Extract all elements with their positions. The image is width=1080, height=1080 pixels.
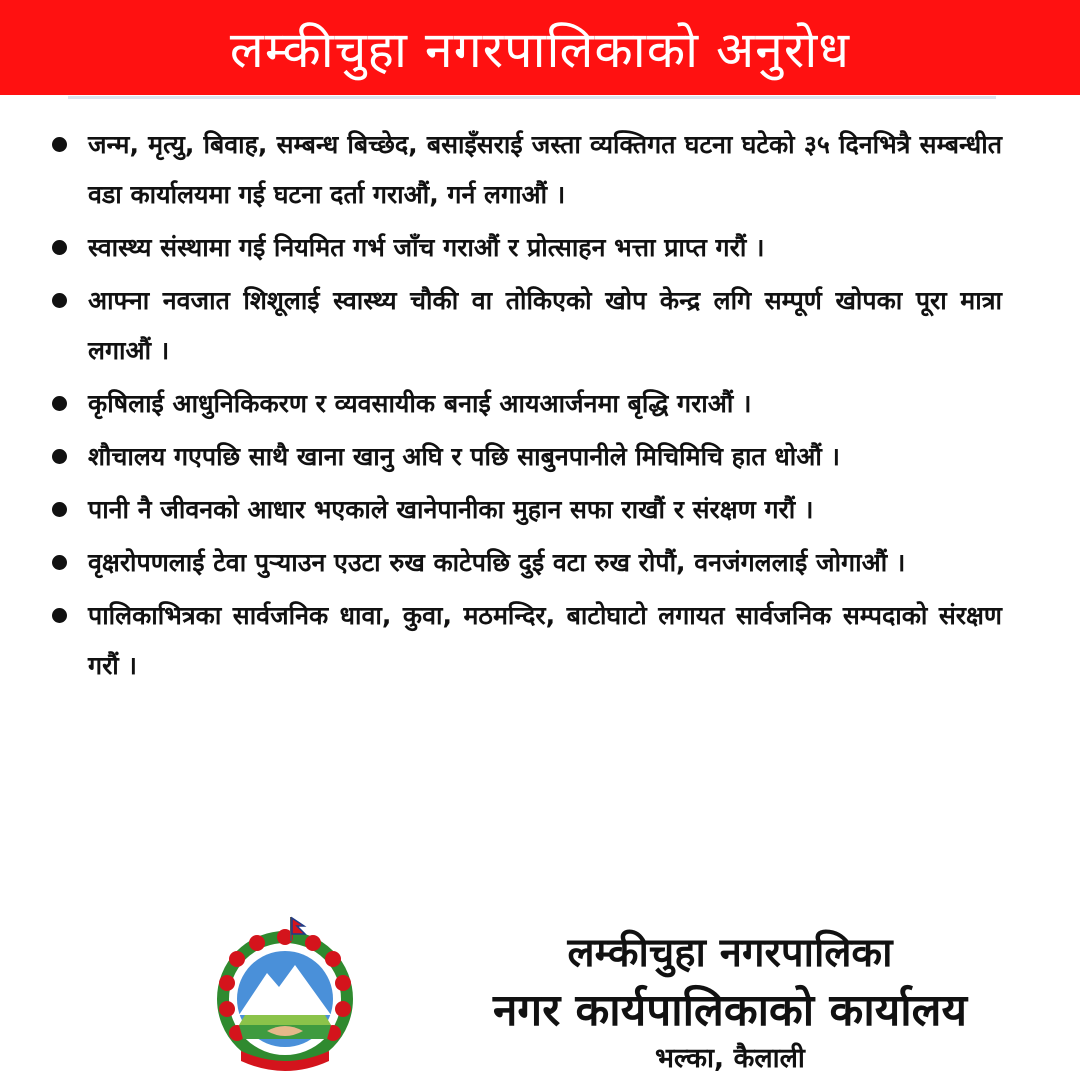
appeal-text: स्वास्थ्य संस्थामा गई नियमित गर्भ जाँच गराऔं र प्रोत्साहन भत्ता प्राप्त गरौं ।	[88, 233, 765, 262]
appeal-text: पानी नै जीवनको आधार भएकाले खानेपानीका मुहान सफा राखौं र संरक्षण गरौं ।	[88, 495, 814, 524]
page-title: लम्कीचुहा नगरपालिकाको अनुरोध	[229, 20, 851, 79]
bullet-icon	[52, 502, 67, 517]
list-item	[52, 379, 1002, 429]
list-item	[52, 591, 1002, 691]
bullet-icon	[52, 449, 67, 464]
list-item	[52, 432, 1002, 482]
appeal-text: जन्म, मृत्यु, बिवाह, सम्बन्ध बिच्छेद, बसाइँसराई जस्ता व्यक्तिगत घटना घटेको ३५ दिनभित्रै सम्बन्धीत वडा कार्यालयमा गई घटना दर्ता गराऔं, गर्न लगाऔं ।	[88, 130, 1002, 209]
list-item	[52, 485, 1002, 535]
bullet-icon	[52, 555, 67, 570]
bullet-icon	[52, 137, 67, 152]
appeal-text: आफ्ना नवजात शिशूलाई स्वास्थ्य चौकी वा तोकिएको खोप केन्द्र लगि सम्पूर्ण खोपका पूरा मात्रा लगाऔं ।	[88, 286, 1002, 365]
bullet-icon	[52, 240, 67, 255]
appeal-text: कृषिलाई आधुनिकिकरण र व्यवसायीक बनाई आयआर्जनमा बृद्धि गराऔं ।	[88, 389, 752, 418]
bullet-icon	[52, 293, 67, 308]
office-name: लम्कीचुहा नगरपालिका	[567, 930, 893, 976]
list-item	[52, 276, 1002, 376]
office-signature	[420, 925, 1040, 1077]
list-item	[52, 223, 1002, 273]
divider	[68, 96, 996, 99]
nepal-government-emblem-icon	[205, 915, 365, 1075]
header-banner	[0, 0, 1080, 95]
bullet-icon	[52, 396, 67, 411]
appeal-list	[52, 120, 1002, 694]
list-item	[52, 120, 1002, 220]
footer	[0, 915, 1080, 1080]
appeal-text: पालिकाभित्रका सार्वजनिक धावा, कुवा, मठमन्दिर, बाटोघाटो लगायत सार्वजनिक सम्पदाको संरक्षण गरौं ।	[88, 601, 1002, 680]
office-location: भल्का, कैलाली	[655, 1043, 805, 1074]
appeal-text: वृक्षरोपणलाई टेवा पुऱ्याउन एउटा रुख काटेपछि दुई वटा रुख रोपौं, वनजंगललाई जोगाऔं ।	[88, 548, 906, 577]
bullet-icon	[52, 608, 67, 623]
list-item	[52, 538, 1002, 588]
appeal-text: शौचालय गएपछि साथै खाना खानु अघि र पछि साबुनपानीले मिचिमिचि हात धोऔं ।	[88, 442, 840, 471]
office-subtitle: नगर कार्यपालिकाको कार्यालय	[493, 985, 967, 1036]
